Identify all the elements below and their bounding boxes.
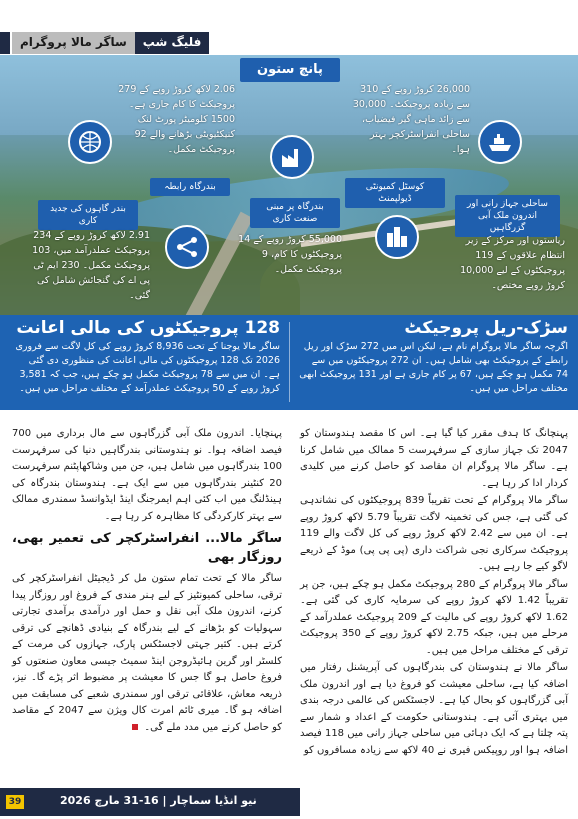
ship-icon: [478, 120, 522, 164]
section-header: [12, 32, 209, 54]
financing-text: ساگر مالا یوجنا کے تحت 8,936 کروڑ روپے کی کل لاگت سے فروری 2026 تک 128 پروجیکٹوں کی مالی اعانت کی منظوری دی گئی ہے۔ ان میں سے 78 پروجیکٹ مکمل ہو چکے ہیں، جب کہ 3,581 کروڑ روپے کے 50 پروجیکٹ عملدرآمد کے مختلف مراحل میں ہیں۔: [15, 341, 280, 394]
globe-anchor-icon: [68, 120, 112, 164]
body-subheading: ساگر مالا... انفراسٹرکچر کی تعمیر بھی، روزگار بھی: [12, 531, 282, 565]
body-paragraph: ساگر مالا پروگرام کے 280 پروجیکٹ مکمل ہو چکے ہیں، جن پر تقریباً 1.42 لاکھ کروڑ روپے کی سرمایہ کاری کی گئی ہے۔ 1.62 لاکھ کروڑ روپے کی مالیت کے 209 پروجیکٹ عملدرآمد کے مرحلے میں ہیں، جبکہ 2.75 لاکھ کروڑ روپے کے 350 پروجیکٹ ترقی کے مختلف مراحل میں ہیں۔: [300, 578, 568, 656]
body-left-column: [12, 426, 282, 737]
body-paragraph: پہنچایا۔ اندرون ملک آبی گزرگاہوں سے مال برداری میں 700 فیصد اضافہ ہوا۔ نو ہندوستانی بندرگاہیں دنیا کی سرفہرست 100 بندرگاہوں میں شامل ہیں، جن میں وشاکھاپٹنم سرفہرست 20 کنٹینر بندرگاہوں میں سے ایک ہے۔ ہندوستان بندرگاہ کی ہینڈلنگ میں اب کئی اہم ایمرجنگ اینڈ ایڈوانسڈ سمندری ممالک سے بہتر کارکردگی کا مظاہرہ کر رہا ہے۔: [12, 428, 282, 522]
factory-icon: [270, 135, 314, 179]
financing-heading: 128 پروجیکٹوں کی مالی اعانت: [16, 318, 280, 338]
road-rail-heading: سڑک-ریل پروجیکٹ: [404, 318, 568, 338]
port-modernization-text: 2.91 لاکھ کروڑ روپے کے 234 پروجیکٹ عملدرآمد میں، 103 پروجیکٹ مکمل۔ 230 ایم ٹی پی اے کی گنجائش شامل کی گئی۔: [32, 230, 150, 301]
pillars-title: پانچ ستون: [240, 58, 340, 82]
pillar-label-port-modernization: بندر گاہوں کی جدید کاری: [38, 200, 138, 230]
page-footer: [0, 788, 578, 819]
city-buildings-icon: [375, 215, 419, 259]
community-stats-text: 26,000 کروڑ روپے کے 310 سے زیادہ پروجیکٹ۔ 30,000 سے زائد ماہی گیر فیضیاب، ساحلی انفراسٹرکچر بہتر ہوا۔: [352, 84, 470, 155]
flagship-label: فلیگ شپ: [135, 32, 210, 54]
body-paragraph: پہنچانگ کا ہدف مقرر کیا گیا ہے۔ اس کا مقصد ہندوستان کو 2047 تک جہاز سازی کے سرفہرست 5 ممالک میں شامل کرنا ہے۔ ساگر مالا پروگرام ان مقاصد کو حاصل کرنے میں کلیدی کردار ادا کر رہا ہے۔: [300, 428, 568, 489]
body-paragraph: ساگر مالا پروگرام کے تحت تقریباً 839 پروجیکٹوں کی نشاندہی کی گئی ہے، جس کی تخمینہ لاگت تقریباً 5.79 لاکھ کروڑ روپے ہے۔ ان میں سے 2.42 لاکھ کروڑ روپے کی کل لاگت والے 119 پروجیکٹ سرکاری نجی شراکت داری (پی پی پی) موڈ کے ذریعے لاگو کیے جا رہے ہیں۔: [300, 495, 568, 572]
pillar-label-coastal-shipping: ساحلی جہاز رانی اور اندرون ملک آبی گزرگاہیں: [455, 195, 560, 237]
page-number: 39: [6, 795, 24, 809]
body-paragraph: ساگر مالا نے ہندوستان کی بندرگاہوں کی آپریشنل رفتار میں اضافہ کیا ہے، ساحلی معیشت کو فروغ دیا ہے اور اندرون ملک آبی گزرگاہوں کو بحال کیا ہے۔ لاجسٹکس کی عالمی درجہ بندی میں بہتری آئی ہے۔ ہندوستانی حکومت کے اعداد و شمار سے پتہ چلتا ہے کہ ایک دہائی میں ساحلی جہاز رانی میں 118 فیصد اضافہ ہوا اور روپیکس فیری نے 40 لاکھ سے زیادہ مسافروں کو: [300, 662, 568, 756]
connectivity-stats-text: 2.06 لاکھ کروڑ روپے کے 279 پروجیکٹ کا کام جاری ہے۔ 1500 کلومیٹر پورٹ لنک کنیکٹیویٹی بڑھانے والے 92 پروجیکٹ مکمل۔: [118, 84, 235, 155]
body-paragraph: [12, 571, 282, 736]
pillar-label-coastal-community: کوسٹل کمیونٹی ڈیولپمنٹ: [345, 178, 445, 208]
series-label: ساگر مالا پروگرام: [12, 32, 135, 54]
body-right-column: [300, 426, 568, 760]
end-mark-icon: [132, 724, 138, 730]
header-accent-bar: [0, 32, 10, 54]
blue-section-divider: [289, 322, 290, 402]
pillar-label-industrialization: بندرگاہ پر مبنی صنعت کاری: [250, 198, 340, 228]
coastal-shipping-text: ریاستوں اور مرکز کے زیر انتظام علاقوں کے 119 پروجیکٹوں کے لیے 10,000 کروڑ روپے مختص۔: [460, 235, 565, 291]
road-rail-text: اگرچہ ساگر مالا پروگرام نام ہے، لیکن اس میں 272 سڑک اور ریل رابطے کے پروجیکٹ بھی شامل ہیں۔ ان 272 پروجیکٹوں میں سے 74 مکمل ہو چکے ہیں، 67 پر کام جاری ہے اور 131 پروجیکٹ ابھی مختلف مراحل میں ہیں۔: [299, 341, 568, 394]
network-icon: [165, 225, 209, 269]
industrialization-text: 55,000 کروڑ روپے کے 14 پروجیکٹوں کا کام، 9 پروجیکٹ مکمل۔: [238, 234, 342, 275]
pillar-label-port-connectivity: بندرگاہ رابطہ: [150, 178, 230, 196]
publication-info: نیو انڈیا سماچار | 16-31 مارچ 2026: [60, 794, 257, 807]
body-closing-text: ساگر مالا کے تحت تمام ستون مل کر ڈیجیٹل انفراسٹرکچر کی ترقی، ساحلی کمیونٹیز کے لیے ہنر مندی کے فروغ اور روزگار پیدا کرنے، اندرون ملک آبی نقل و حمل اور درآمدی برآمدی تجارتی سہولیات کو بڑھانے کے لیے بندرگاہ کے بنیادی ڈھانچے کی ترقی کرتے ہیں۔ کثیر جہتی لاجسٹکس پارک، جہازوں کی مرمت کے کلسٹر اور گرین ہائیڈروجن اینڈ سمیٹ جیسی معاون صنعتوں کو فروغ حاصل ہو گا جس کا معیشت پر مضبوط اثر پڑے گا۔ نیز، ذریعہ معاش، علاقائی ترقی اور سمندری شعبے کی مسابقت میں اضافہ ہو گا۔ میری ٹائم امرت کال ویژن سے 2047 کے مقاصد کو حاصل کرنے میں مدد ملے گی۔: [12, 573, 282, 733]
